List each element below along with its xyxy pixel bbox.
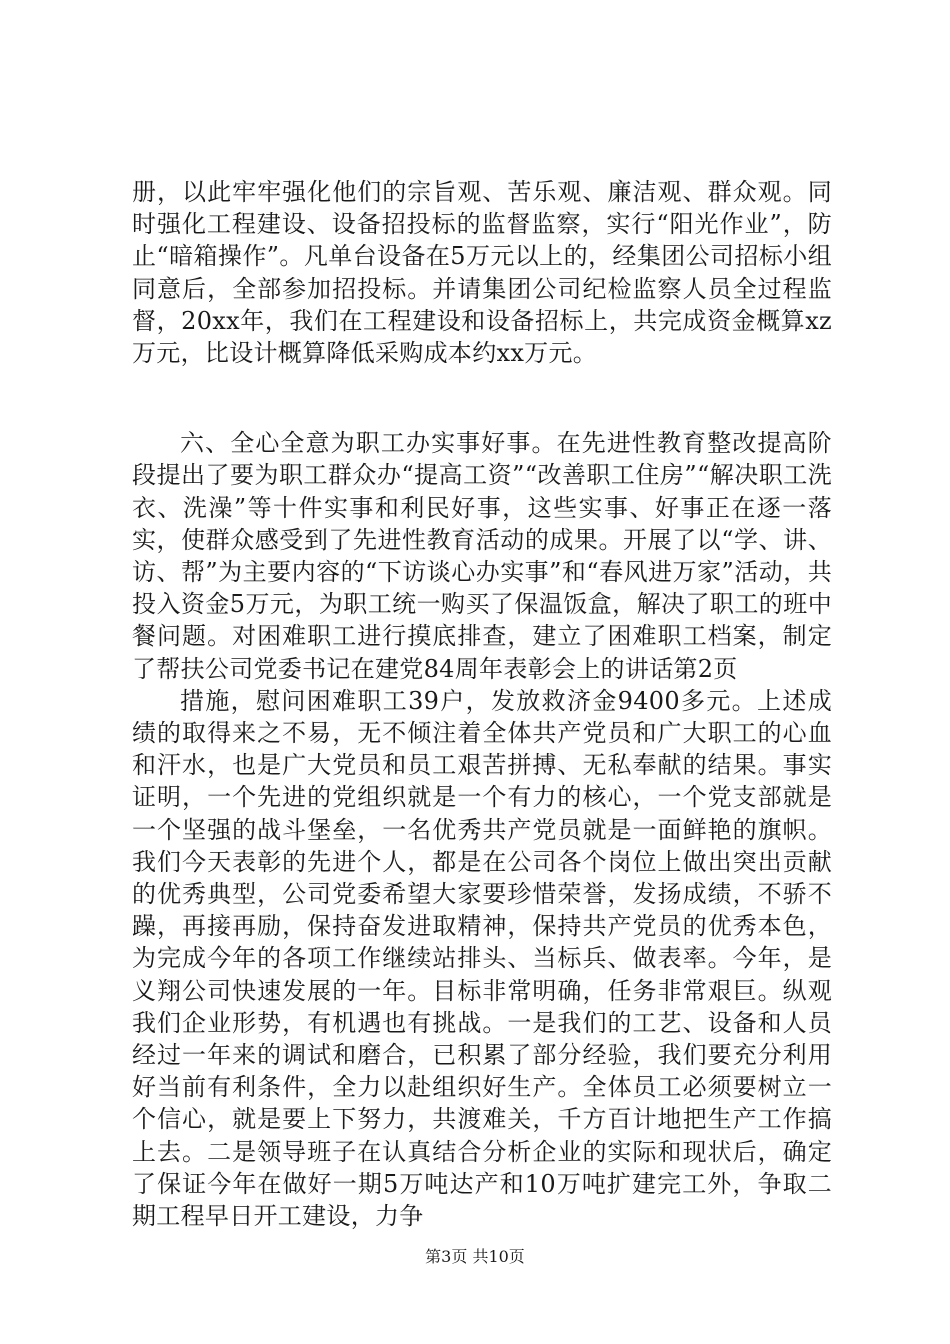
- paragraph-2: 六、全心全意为职工办实事好事。在先进性教育整改提高阶段提出了要为职工群众办“提高工资”“改善职工住房”“解决职工洗衣、洗澡”等十件实事和利民好事，这些实事、好事正在逐一落实，使群众感受到了先进性教育活动的成果。开展了以“学、讲、访、帮”为主要内容的“下访谈心办实事”和“春风进万家”活动，共投入资金5万元，为职工统一购买了保温饭盒，解决了职工的班中餐问题。对困难职工进行摸底排查，建立了困难职工档案，制定了帮扶公司党委书记在建党84周年表彰会上的讲话第2页: [132, 429, 832, 683]
- paragraph-1: 册，以此牢牢强化他们的宗旨观、苦乐观、廉洁观、群众观。同时强化工程建设、设备招投标的监督监察，实行“阳光作业”，防止“暗箱操作”。凡单台设备在5万元以上的，经集团公司招标小组同意后，全部参加招投标。并请集团公司纪检监察人员全过程监督，20xx年，我们在工程建设和设备招标上，共完成资金概算xz万元，比设计概算降低采购成本约xx万元。: [132, 178, 832, 368]
- document-body: [132, 176, 832, 1232]
- page-footer: 第3页 共10页: [425, 1247, 525, 1266]
- paragraph-gap: [132, 369, 832, 427]
- paragraph-3: 措施，慰问困难职工39户，发放救济金9400多元。上述成绩的取得来之不易，无不倾注着全体共产党员和广大职工的心血和汗水，也是广大党员和员工艰苦拼搏、无私奉献的结果。事实证明，一个先进的党组织就是一个有力的核心，一个党支部就是一个坚强的战斗堡垒，一名优秀共产党员就是一面鲜艳的旗帜。我们今天表彰的先进个人，都是在公司各个岗位上做出突出贡献的优秀典型，公司党委希望大家要珍惜荣誉，发扬成绩，不骄不躁，再接再励，保持奋发进取精神，保持共产党员的优秀本色，为完成今年的各项工作继续站排头、当标兵、做表率。今年，是义翔公司快速发展的一年。目标非常明确，任务非常艰巨。纵观我们企业形势，有机遇也有挑战。一是我们的工艺、设备和人员经过一年来的调试和磨合，已积累了部分经验，我们要充分利用好当前有利条件，全力以赴组织好生产。全体员工必须要树立一个信心，就是要上下努力，共渡难关，千方百计地把生产工作搞上去。二是领导班子在认真结合分析企业的实际和现状后，确定了保证今年在做好一期5万吨达产和10万吨扩建完工外，争取二期工程早日开工建设，力争: [132, 686, 832, 1231]
